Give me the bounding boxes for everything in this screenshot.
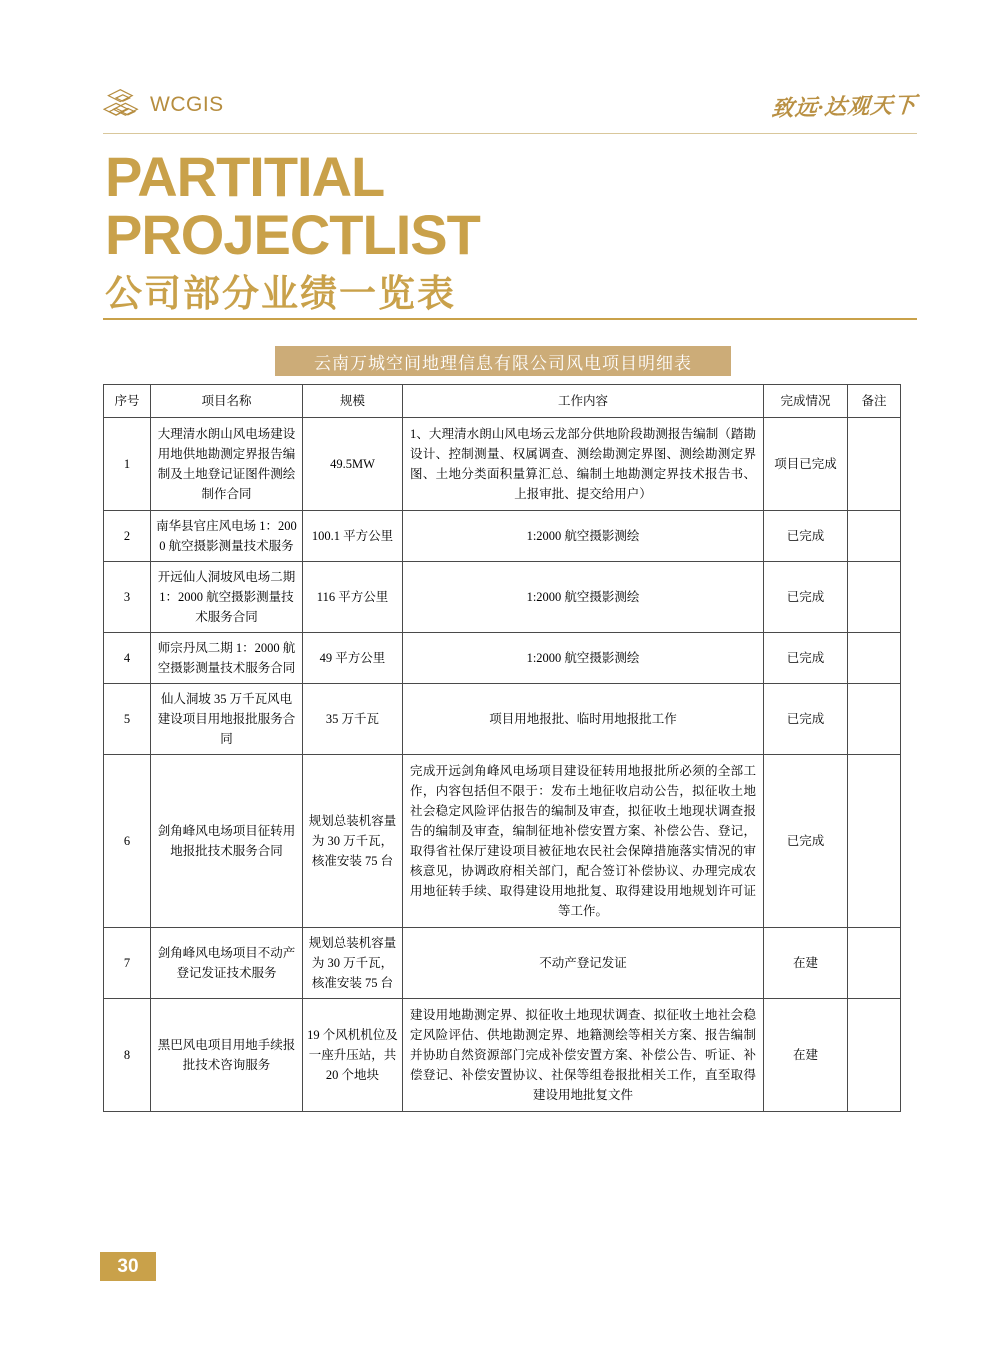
cell-no: 1 [104, 418, 151, 511]
cell-note [848, 928, 901, 999]
cell-scale: 49.5MW [303, 418, 403, 511]
cell-scale: 116 平方公里 [303, 562, 403, 633]
cell-status: 已完成 [764, 755, 848, 928]
cell-work: 1、大理清水朗山风电场云龙部分供地阶段勘测报告编制（踏勘设计、控制测量、权属调查、测绘勘测定界图、测绘勘测定界图、土地分类面积量算汇总、编制土地勘测定界技术报告书、上报审批、提交给用户） [403, 418, 764, 511]
title-line-2: PROJECTLIST [105, 203, 480, 266]
cell-note [848, 999, 901, 1112]
title-line-1: PARTITIAL [105, 145, 385, 208]
cell-note [848, 633, 901, 684]
cell-no: 7 [104, 928, 151, 999]
cell-status: 已完成 [764, 511, 848, 562]
table-header-row [104, 385, 901, 418]
cell-note [848, 418, 901, 511]
cell-name: 仙人洞坡 35 万千瓦风电建设项目用地报批服务合同 [151, 684, 303, 755]
brand-tagline: 致远·达观天下 [771, 92, 919, 121]
page-number-badge: 30 [100, 1252, 156, 1281]
cell-scale: 规划总装机容量为 30 万千瓦，核准安装 75 台 [303, 928, 403, 999]
brand-logo [103, 88, 224, 122]
table-row [104, 684, 901, 755]
cell-work: 1:2000 航空摄影测绘 [403, 633, 764, 684]
table-banner: 云南万城空间地理信息有限公司风电项目明细表 [275, 346, 731, 376]
cell-work: 不动产登记发证 [403, 928, 764, 999]
cell-no: 4 [104, 633, 151, 684]
table-row [104, 755, 901, 928]
table-row [104, 928, 901, 999]
cell-no: 5 [104, 684, 151, 755]
cell-name: 南华县官庄风电场 1：2000 航空摄影测量技术服务 [151, 511, 303, 562]
cell-name: 剑角峰风电场项目征转用地报批技术服务合同 [151, 755, 303, 928]
table-row [104, 633, 901, 684]
cell-scale: 19 个风机机位及一座升压站，共 20 个地块 [303, 999, 403, 1112]
table-row [104, 562, 901, 633]
cell-name: 黑巴风电项目用地手续报批技术咨询服务 [151, 999, 303, 1112]
header-divider [103, 133, 917, 134]
cell-note [848, 755, 901, 928]
project-table [103, 384, 901, 1112]
page-header [103, 88, 917, 134]
table-row [104, 999, 901, 1112]
cell-work: 完成开远剑角峰风电场项目建设征转用地报批所必须的全部工作，内容包括但不限于：发布土地征收启动公告，拟征收土地社会稳定风险评估报告的编制及审查，拟征收土地现状调查报告的编制及审查，编制征地补偿安置方案、补偿公告、登记，取得省社保厅建设项目被征地农民社会保障措施落实情况的审核意见，协调政府相关部门，配合签订补偿协议、办理完成农用地征转手续、取得建设用地批复、取得建设用地规划许可证等工作。 [403, 755, 764, 928]
cell-work: 项目用地报批、临时用地报批工作 [403, 684, 764, 755]
page-title [105, 145, 925, 318]
cell-scale: 35 万千瓦 [303, 684, 403, 755]
cell-name: 师宗丹凤二期 1：2000 航空摄影测量技术服务合同 [151, 633, 303, 684]
cell-no: 3 [104, 562, 151, 633]
cell-work: 1:2000 航空摄影测绘 [403, 562, 764, 633]
cell-note [848, 562, 901, 633]
table-row [104, 418, 901, 511]
column-header-note: 备注 [848, 385, 901, 418]
column-header-name: 项目名称 [151, 385, 303, 418]
cell-scale: 100.1 平方公里 [303, 511, 403, 562]
cell-no: 2 [104, 511, 151, 562]
column-header-no: 序号 [104, 385, 151, 418]
title-subtitle-cn: 公司部分业绩一览表 [105, 273, 456, 314]
brand-name: WCGIS [150, 93, 224, 116]
column-header-work: 工作内容 [403, 385, 764, 418]
cell-work: 建设用地勘测定界、拟征收土地现状调查、拟征收土地社会稳定风险评估、供地勘测定界、地籍测绘等相关方案、报告编制并协助自然资源部门完成补偿安置方案、补偿公告、听证、补偿登记、补偿安置协议、社保等组卷报批相关工作，直至取得建设用地批复文件 [403, 999, 764, 1112]
cell-status: 已完成 [764, 562, 848, 633]
cell-scale: 49 平方公里 [303, 633, 403, 684]
cell-note [848, 684, 901, 755]
cell-status: 已完成 [764, 684, 848, 755]
cell-note [848, 511, 901, 562]
cell-status: 项目已完成 [764, 418, 848, 511]
cell-status: 在建 [764, 928, 848, 999]
cell-scale: 规划总装机容量为 30 万千瓦，核准安装 75 台 [303, 755, 403, 928]
cell-no: 8 [104, 999, 151, 1112]
cell-status: 在建 [764, 999, 848, 1112]
cell-no: 6 [104, 755, 151, 928]
cell-work: 1:2000 航空摄影测绘 [403, 511, 764, 562]
column-header-scale: 规模 [303, 385, 403, 418]
table-row [104, 511, 901, 562]
cell-name: 剑角峰风电场项目不动产登记发证技术服务 [151, 928, 303, 999]
cell-name: 大理清水朗山风电场建设用地供地勘测定界报告编制及土地登记证图件测绘制作合同 [151, 418, 303, 511]
column-header-status: 完成情况 [764, 385, 848, 418]
cell-name: 开远仙人洞坡风电场二期 1：2000 航空摄影测量技术服务合同 [151, 562, 303, 633]
stacked-diamonds-logo-icon [103, 88, 141, 122]
cell-status: 已完成 [764, 633, 848, 684]
title-divider [103, 318, 917, 320]
